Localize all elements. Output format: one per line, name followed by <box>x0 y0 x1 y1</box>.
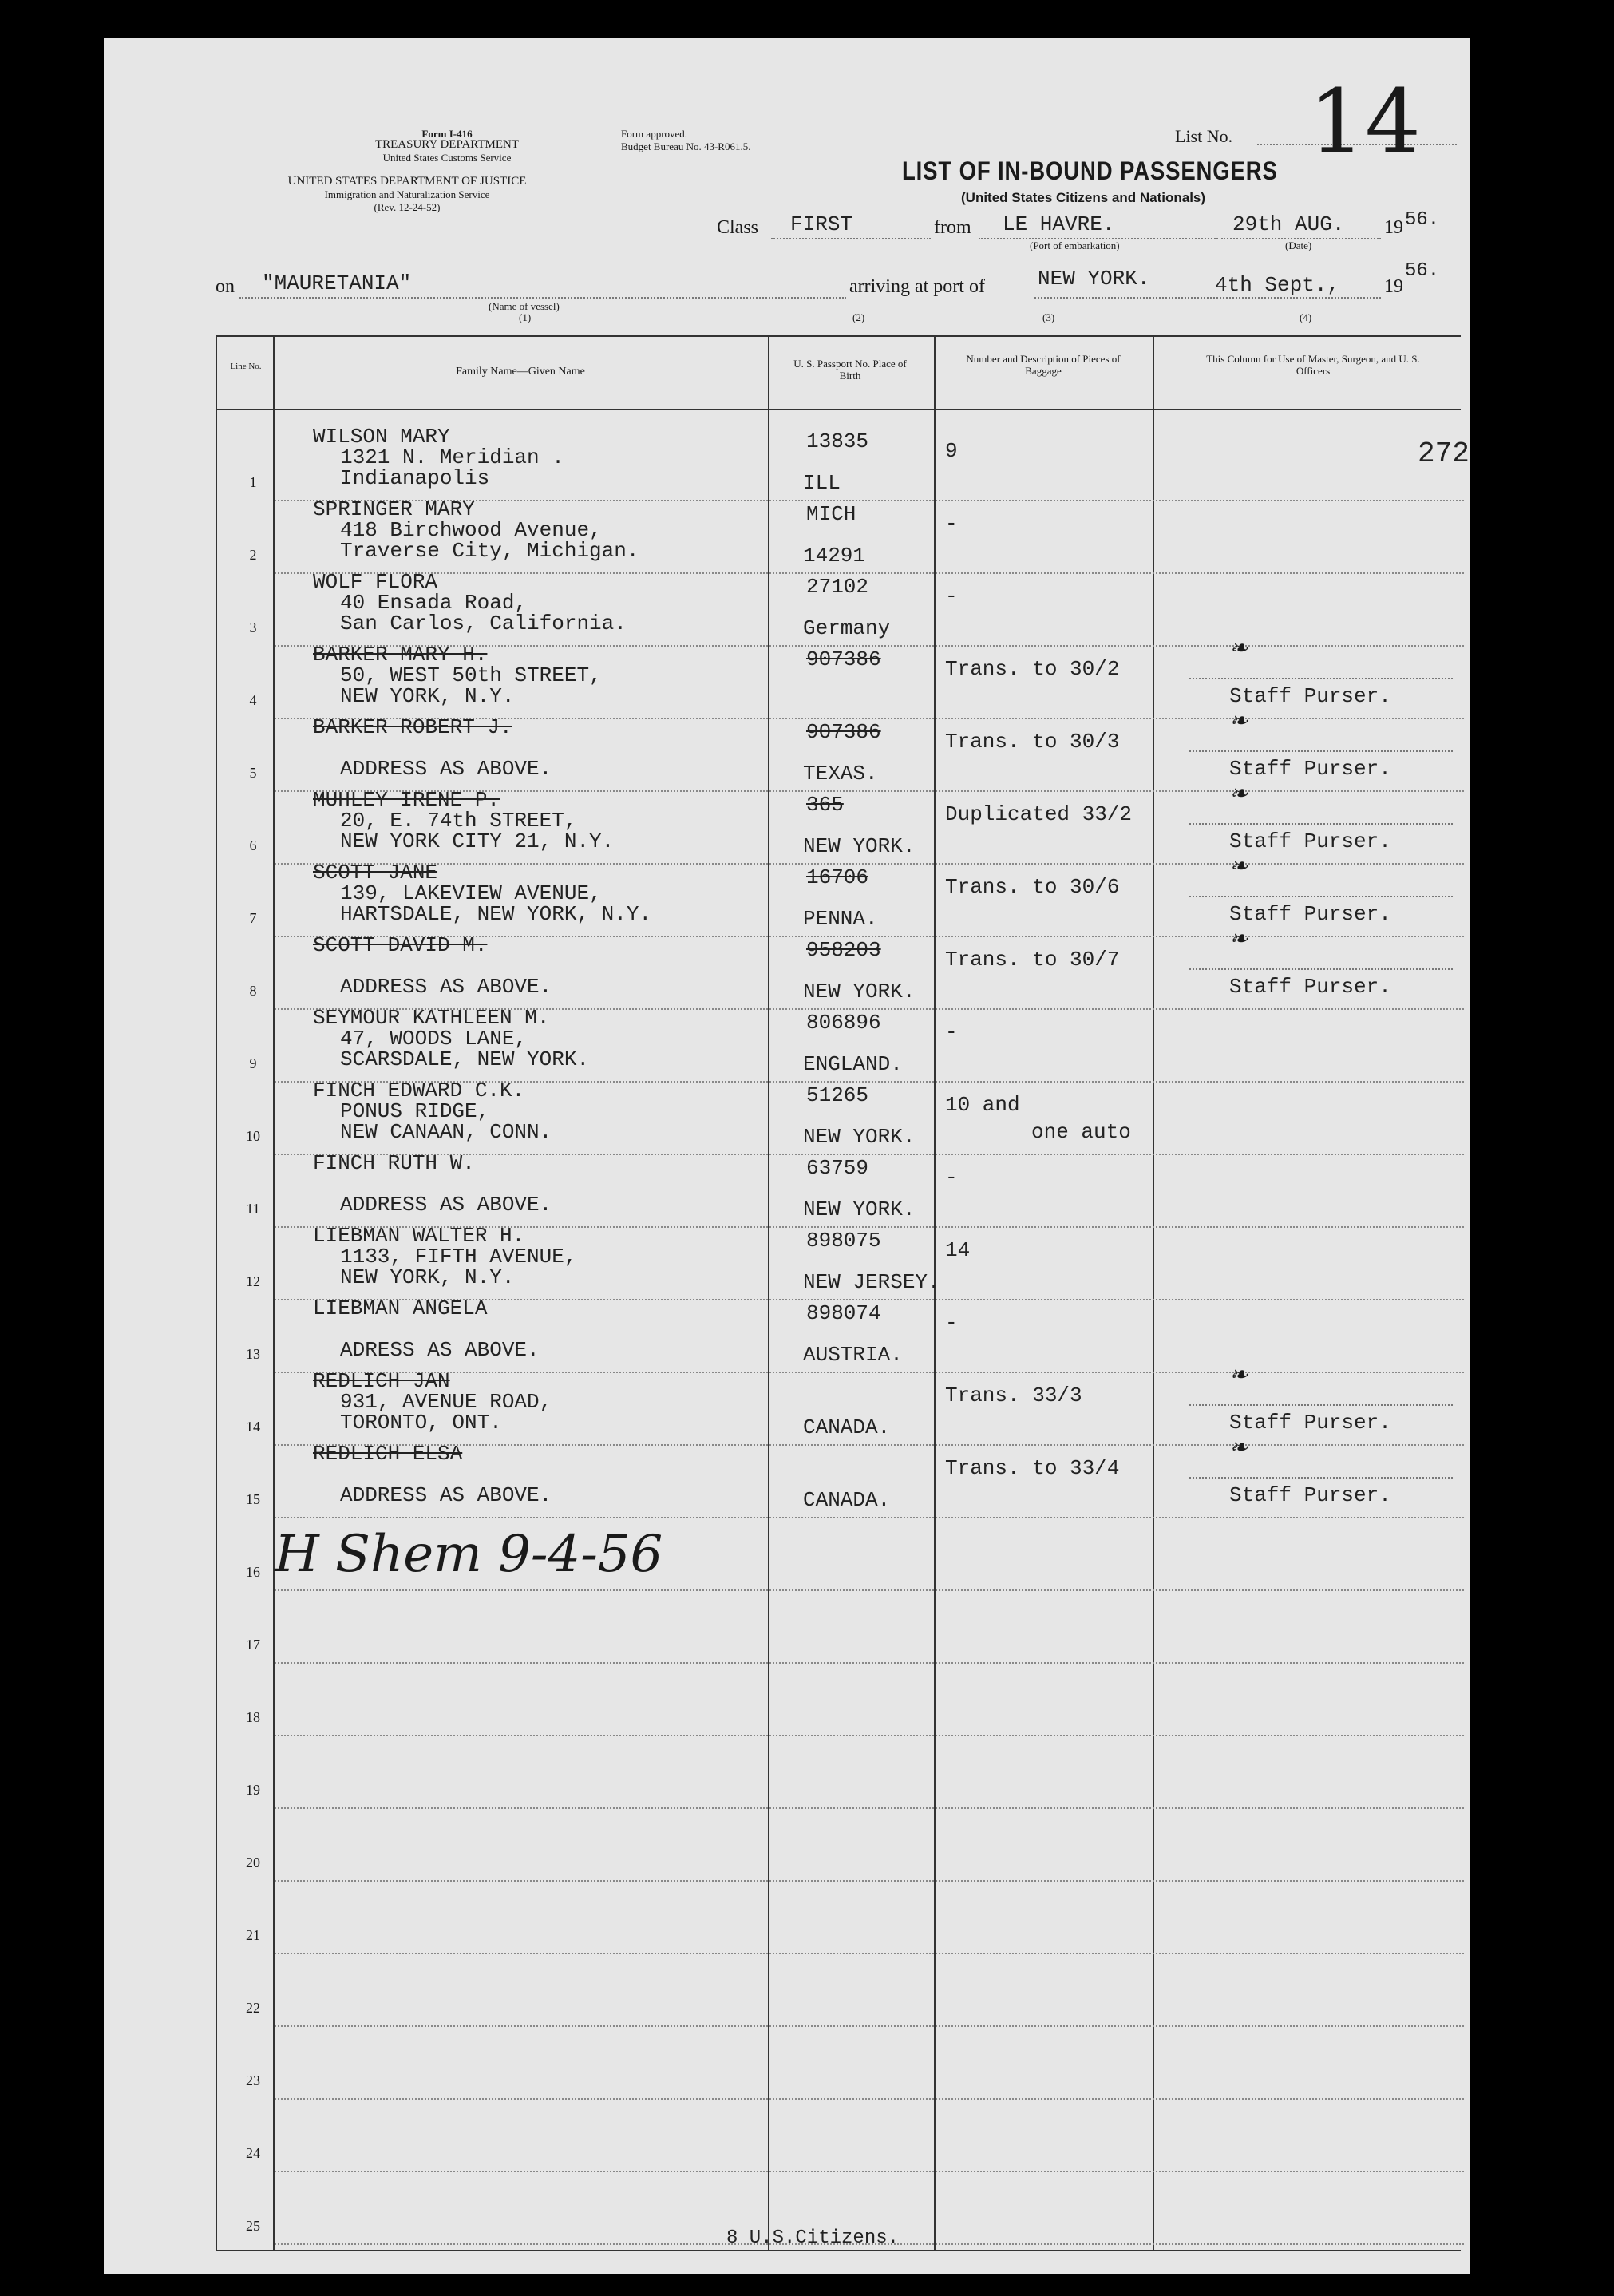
row-separator <box>275 1662 1464 1664</box>
officer-note: Staff Purser. <box>1229 684 1391 708</box>
row-separator <box>275 1807 1464 1809</box>
passenger-name: REDLICH JAN <box>313 1369 450 1393</box>
baggage: 10 and <box>945 1093 1020 1117</box>
officer-dots <box>1189 678 1453 679</box>
line-number: 8 <box>249 983 257 999</box>
staff-purser-signature: ❧ <box>1229 853 1248 879</box>
year-prefix: 19 <box>1384 217 1403 238</box>
passport-number: 806896 <box>806 1011 881 1035</box>
passenger-name: REDLICH ELSA <box>313 1442 463 1466</box>
passenger-address-1: 931, AVENUE ROAD, <box>340 1390 552 1414</box>
line-number: 19 <box>246 1782 260 1798</box>
passenger-name: SCOTT DAVID M. <box>313 933 488 957</box>
line-number: 21 <box>246 1927 260 1943</box>
row-separator <box>275 1372 1464 1373</box>
table-top-border <box>216 335 1461 337</box>
passenger-name: BARKER MARY H. <box>313 643 488 667</box>
table-left-border <box>216 335 217 2251</box>
line-number: 9 <box>249 1055 257 1071</box>
staff-purser-signature: ❧ <box>1229 925 1248 952</box>
passenger-address-2: NEW YORK, N.Y. <box>340 684 515 708</box>
col-divider-officers <box>1153 335 1154 2251</box>
form-approved: Form approved. <box>621 128 688 140</box>
place-of-birth: CANADA. <box>803 1415 891 1439</box>
arrival-date: 4th Sept., <box>1215 273 1340 297</box>
row-separator <box>275 2025 1464 2027</box>
page-subtitle: (United States Citizens and Nationals) <box>961 190 1206 205</box>
passenger-name: WOLF FLORA <box>313 570 438 594</box>
line-number: 7 <box>249 910 257 926</box>
officer-dots <box>1189 968 1453 970</box>
vessel-caption: (Name of vessel) <box>489 300 560 312</box>
customs-service: United States Customs Service <box>382 152 512 164</box>
col-ref-1: (1) <box>519 311 532 323</box>
baggage: 14 <box>945 1238 971 1262</box>
embark-caption: (Port of embarkation) <box>1030 239 1120 251</box>
col-header-passport: U. S. Passport No. Place of Birth <box>793 358 907 382</box>
baggage: Trans. to 30/7 <box>945 948 1120 972</box>
passenger-name: WILSON MARY <box>313 425 450 449</box>
class-label: Class <box>717 217 759 238</box>
passport-number: 13835 <box>806 430 869 453</box>
passenger-address-2: SCARSDALE, NEW YORK. <box>340 1047 590 1071</box>
arriving-label: arriving at port of <box>849 276 985 297</box>
place-of-birth: Germany <box>803 616 891 640</box>
passenger-address-1: 418 Birchwood Avenue, <box>340 518 602 542</box>
col-ref-2: (2) <box>852 311 865 323</box>
passenger-name: FINCH EDWARD C.K. <box>313 1079 525 1102</box>
line-number: 11 <box>246 1201 260 1217</box>
passenger-address-1: 50, WEST 50th STREET, <box>340 663 602 687</box>
revision: (Rev. 12-24-52) <box>374 201 441 213</box>
class-value: FIRST <box>790 212 853 236</box>
line-number: 18 <box>246 1709 260 1725</box>
page-title: LIST OF IN-BOUND PASSENGERS <box>902 156 1278 185</box>
passenger-name: LIEBMAN WALTER H. <box>313 1224 525 1248</box>
baggage: Trans. to 30/3 <box>945 730 1120 754</box>
officer-note: Staff Purser. <box>1229 757 1391 781</box>
passport-number: 16706 <box>806 865 869 889</box>
passenger-address-2: ADDRESS AS ABOVE. <box>340 1483 552 1507</box>
officer-dots <box>1189 750 1453 752</box>
treasury-dept: TREASURY DEPARTMENT <box>374 138 520 151</box>
passenger-address-1: 47, WOODS LANE, <box>340 1027 528 1051</box>
margin-note: 272 <box>1418 437 1470 470</box>
passenger-name: LIEBMAN ANGELA <box>313 1296 488 1320</box>
class-line <box>771 238 931 239</box>
baggage: - <box>945 1020 958 1044</box>
passport-number: MICH <box>806 502 856 526</box>
vessel-value: "MAURETANIA" <box>262 271 412 295</box>
passenger-address-2: ADDRESS AS ABOVE. <box>340 975 552 999</box>
baggage: Trans. 33/3 <box>945 1384 1082 1407</box>
vessel-line <box>239 297 846 299</box>
year-value-2: 56. <box>1405 260 1440 282</box>
on-label: on <box>216 276 235 297</box>
line-number: 24 <box>246 2145 260 2161</box>
year-prefix-2: 19 <box>1384 276 1403 297</box>
list-no-value: 14 <box>1309 70 1421 172</box>
place-of-birth: CANADA. <box>803 1488 891 1512</box>
staff-purser-signature: ❧ <box>1229 707 1248 734</box>
officer-dots <box>1189 823 1453 825</box>
baggage: - <box>945 512 958 536</box>
officer-note: Staff Purser. <box>1229 975 1391 999</box>
line-number: 17 <box>246 1637 260 1653</box>
passenger-address-2: San Carlos, California. <box>340 612 627 635</box>
line-number: 25 <box>246 2218 260 2234</box>
baggage: - <box>945 584 958 608</box>
line-number: 13 <box>246 1346 260 1362</box>
passport-number: 907386 <box>806 720 881 744</box>
table-bottom-border <box>216 2250 1461 2251</box>
from-label: from <box>934 217 971 238</box>
place-of-birth: NEW YORK. <box>803 1125 916 1149</box>
baggage: 9 <box>945 439 958 463</box>
staff-purser-signature: ❧ <box>1229 1361 1248 1387</box>
passenger-address-2: Indianapolis <box>340 466 490 490</box>
passenger-address-1: 1133, FIFTH AVENUE, <box>340 1245 577 1269</box>
row-separator <box>275 1589 1464 1591</box>
baggage: Duplicated 33/2 <box>945 802 1133 826</box>
line-number: 3 <box>249 620 257 635</box>
row-separator <box>275 1953 1464 1954</box>
col-header-name: Family Name—Given Name <box>456 366 585 378</box>
row-separator <box>275 863 1464 865</box>
date-value: 29th AUG. <box>1232 212 1345 236</box>
passenger-address-2: NEW YORK CITY 21, N.Y. <box>340 829 615 853</box>
from-value: LE HAVRE. <box>1003 212 1115 236</box>
line-number: 2 <box>249 547 257 563</box>
passenger-address-2: Traverse City, Michigan. <box>340 539 639 563</box>
row-separator <box>275 1880 1464 1882</box>
officer-note: Staff Purser. <box>1229 1483 1391 1507</box>
passport-number: 907386 <box>806 647 881 671</box>
port-line <box>1034 297 1381 299</box>
col-header-officers: This Column for Use of Master, Surgeon, and U. S. Officers <box>1206 353 1420 377</box>
baggage: Trans. to 30/6 <box>945 875 1120 899</box>
passenger-address-2: NEW YORK, N.Y. <box>340 1265 515 1289</box>
officer-note: Staff Purser. <box>1229 829 1391 853</box>
baggage: - <box>945 1166 958 1190</box>
officer-dots <box>1189 1404 1453 1406</box>
line-number: 5 <box>249 765 257 781</box>
passenger-address-2: ADRESS AS ABOVE. <box>340 1338 540 1362</box>
place-of-birth: NEW YORK. <box>803 980 916 1004</box>
staff-purser-signature: ❧ <box>1229 635 1248 661</box>
passenger-address-2: ADDRESS AS ABOVE. <box>340 757 552 781</box>
officer-dots <box>1189 896 1453 897</box>
staff-purser-signature: ❧ <box>1229 780 1248 806</box>
line-number: 10 <box>246 1128 260 1144</box>
passenger-name: SPRINGER MARY <box>313 497 475 521</box>
line-number: 6 <box>249 837 257 853</box>
place-of-birth: AUSTRIA. <box>803 1343 903 1367</box>
passenger-address-2: TORONTO, ONT. <box>340 1411 502 1435</box>
passenger-name: FINCH RUTH W. <box>313 1151 475 1175</box>
officer-note: Staff Purser. <box>1229 1411 1391 1435</box>
baggage: Trans. to 33/4 <box>945 1456 1120 1480</box>
baggage: Trans. to 30/2 <box>945 657 1120 681</box>
line-number: 22 <box>246 2000 260 2016</box>
col-divider-line <box>273 335 275 2251</box>
col-ref-4: (4) <box>1300 311 1312 323</box>
port-value: NEW YORK. <box>1038 267 1150 291</box>
form-number: Form I-416 <box>421 128 473 140</box>
ins-service: Immigration and Naturalization Service <box>324 188 490 200</box>
place-of-birth: NEW JERSEY. <box>803 1270 940 1294</box>
list-no-label: List No. <box>1175 126 1233 146</box>
passport-number: 63759 <box>806 1156 869 1180</box>
row-separator <box>275 572 1464 574</box>
budget-bureau: Budget Bureau No. 43-R061.5. <box>621 141 751 152</box>
passport-number: 898075 <box>806 1229 881 1253</box>
passenger-name: MUHLEY IRENE P. <box>313 788 500 812</box>
place-of-birth: ILL <box>803 471 841 495</box>
line-number: 20 <box>246 1855 260 1870</box>
passport-number: 51265 <box>806 1083 869 1107</box>
year-value: 56. <box>1405 209 1440 231</box>
place-of-birth: PENNA. <box>803 907 878 931</box>
justice-dept: UNITED STATES DEPARTMENT OF JUSTICE <box>287 175 527 188</box>
passenger-name: SCOTT JANE <box>313 861 438 885</box>
passenger-address-1: 139, LAKEVIEW AVENUE, <box>340 881 602 905</box>
passport-number: 27102 <box>806 575 869 599</box>
place-of-birth: NEW YORK. <box>803 1197 916 1221</box>
passport-number: 898074 <box>806 1301 881 1325</box>
col-ref-3: (3) <box>1042 311 1055 323</box>
officer-note: Staff Purser. <box>1229 902 1391 926</box>
row-separator <box>275 2171 1464 2172</box>
line-number: 16 <box>246 1564 260 1580</box>
passenger-address-2: HARTSDALE, NEW YORK, N.Y. <box>340 902 652 926</box>
staff-purser-signature: ❧ <box>1229 1434 1248 1460</box>
line-number: 14 <box>246 1419 260 1435</box>
passenger-address-2: ADDRESS AS ABOVE. <box>340 1193 552 1217</box>
passenger-address-2: NEW CANAAN, CONN. <box>340 1120 552 1144</box>
col-header-baggage: Number and Description of Pieces of Baggage <box>966 353 1121 377</box>
baggage: - <box>945 1311 958 1335</box>
footer-count: 8 U.S.Citizens. <box>726 2227 900 2249</box>
baggage-2: one auto <box>1031 1120 1131 1144</box>
col-divider-passport <box>768 335 769 2251</box>
col-header-line: Line No. <box>230 362 262 371</box>
table-header-border <box>216 409 1461 410</box>
line-number: 4 <box>249 692 257 708</box>
passenger-address-1: 20, E. 74th STREET, <box>340 809 577 833</box>
passenger-address-1: 1321 N. Meridian . <box>340 445 564 469</box>
row-separator <box>275 1735 1464 1736</box>
date-caption: (Date) <box>1285 239 1312 251</box>
passenger-name: SEYMOUR KATHLEEN M. <box>313 1006 550 1030</box>
passenger-address-1: 40 Ensada Road, <box>340 591 528 615</box>
place-of-birth: 14291 <box>803 544 866 568</box>
passport-number: 365 <box>806 793 844 817</box>
line-number: 12 <box>246 1273 260 1289</box>
line-number: 23 <box>246 2072 260 2088</box>
line-number: 15 <box>246 1491 260 1507</box>
inspector-signature: H Shem 9-4-56 <box>275 1525 663 1584</box>
passport-number: 958203 <box>806 938 881 962</box>
passenger-name: BARKER ROBERT J. <box>313 715 512 739</box>
place-of-birth: ENGLAND. <box>803 1052 903 1076</box>
place-of-birth: NEW YORK. <box>803 834 916 858</box>
passenger-address-1: PONUS RIDGE, <box>340 1099 490 1123</box>
row-separator <box>275 2098 1464 2100</box>
place-of-birth: TEXAS. <box>803 762 878 786</box>
line-number: 1 <box>249 474 257 490</box>
row-separator <box>275 1517 1464 1518</box>
officer-dots <box>1189 1477 1453 1479</box>
